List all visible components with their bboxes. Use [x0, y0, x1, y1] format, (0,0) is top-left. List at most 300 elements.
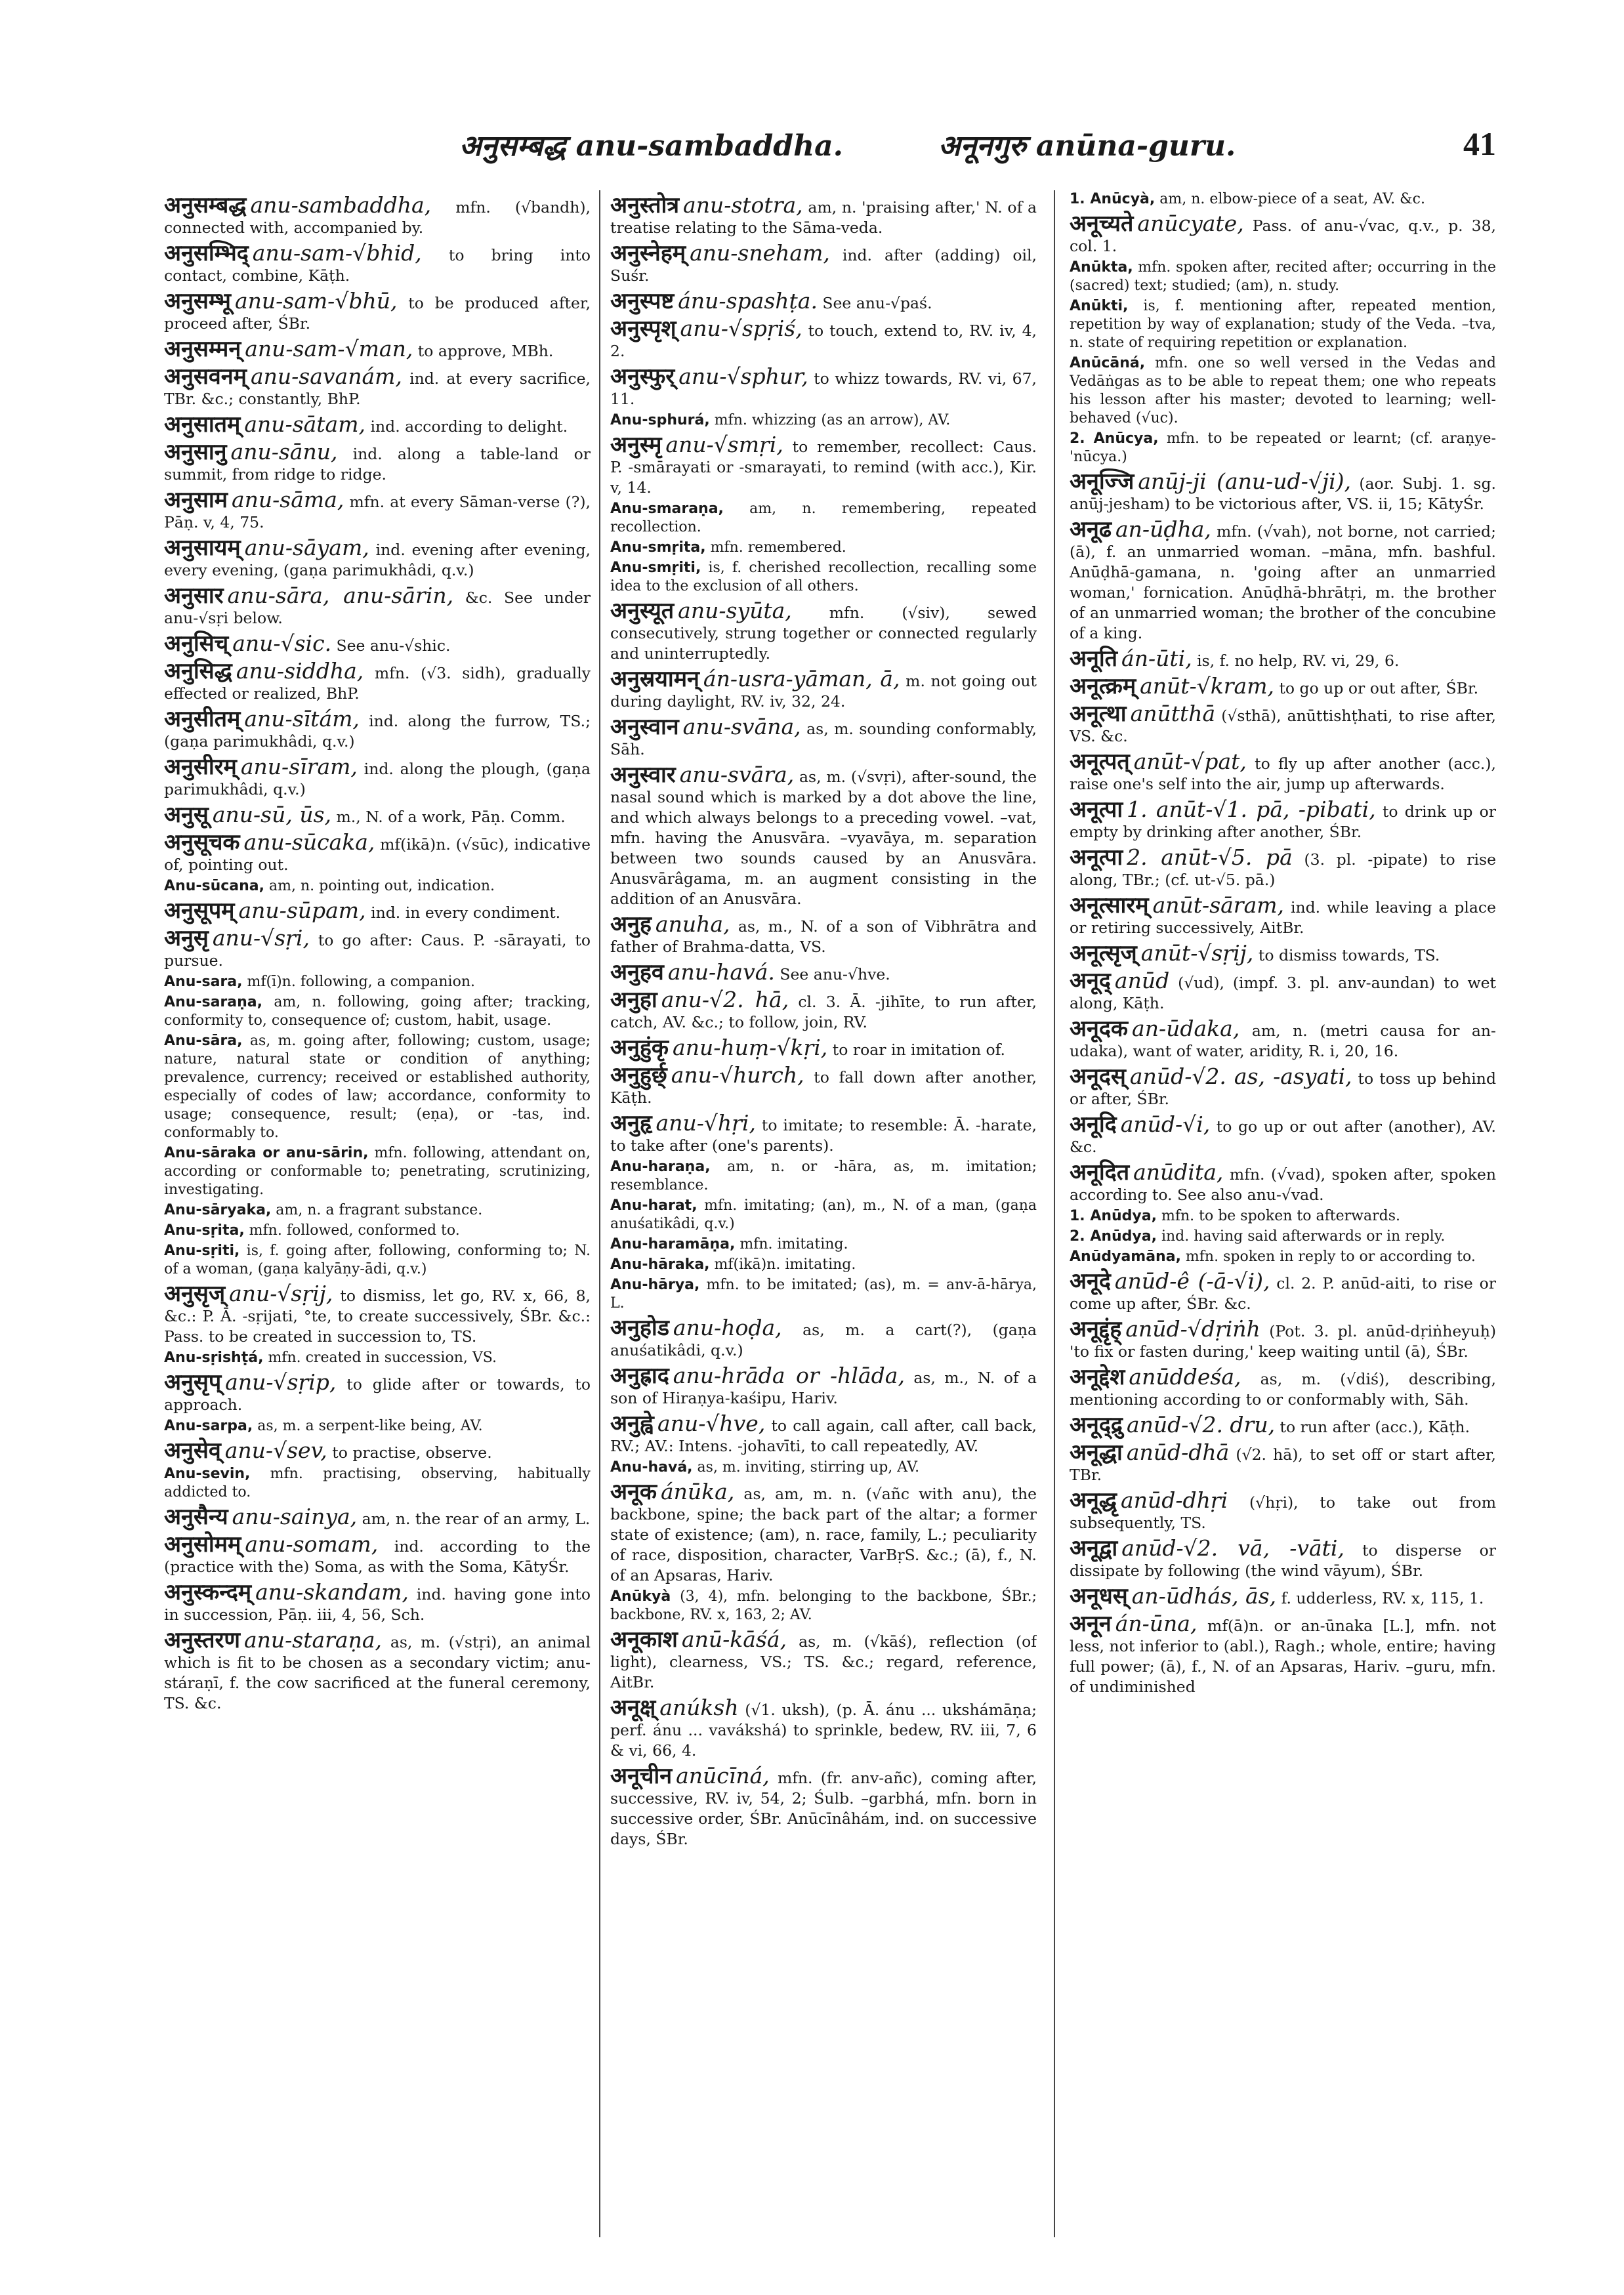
dictionary-entry	[610, 1110, 1037, 1156]
devanagari-headword: अनुह्वे	[610, 1411, 654, 1437]
definition-text: mfn. (√vad), spoken after, spoken according to. See also anu-√vad.	[1070, 1165, 1496, 1204]
dictionary-subentry	[164, 1032, 591, 1142]
dictionary-entry	[164, 1369, 591, 1415]
transliterated-headword: anu-sneham,	[690, 240, 830, 266]
definition-text: ind. according to delight.	[365, 417, 568, 436]
definition-text: cl. 2. P. anūd-aiti, to rise or come up after, ŚBr. &c.	[1070, 1274, 1496, 1313]
dictionary-entry	[610, 240, 1037, 286]
devanagari-headword: अनूत्पा	[1070, 844, 1123, 871]
definition-text: am, n. (metri causa for an-udaka), want of water, aridity, R. i, 20, 16.	[1070, 1022, 1496, 1060]
dictionary-subentry	[610, 559, 1037, 596]
transliterated-headword: 1. anūt-√1. pā, -pibati,	[1127, 796, 1376, 822]
definition-text: mf(ā)n. or an-ūnaka [L.], mfn. not less, not inferior to (abl.), Ragh.; whole, entire; having full power; (ā), f., N. of an Apsaras, Hariv. –guru, mfn. of undiminished	[1070, 1617, 1496, 1696]
devanagari-headword: अनूद्दृंह्	[1070, 1316, 1122, 1342]
dictionary-entry	[1070, 970, 1496, 1014]
dictionary-entry	[1070, 1613, 1496, 1697]
dictionary-entry	[1070, 940, 1496, 966]
devanagari-headword: अनूक्ष्	[610, 1695, 656, 1721]
devanagari-headword: अनुह	[610, 911, 652, 938]
definition-text: ind. in every condiment.	[365, 903, 561, 922]
transliterated-headword: Anu-smṛita,	[610, 539, 706, 556]
devanagari-headword: अनुसोमम्	[164, 1531, 241, 1558]
devanagari-headword: अनुहव	[610, 959, 664, 985]
transliterated-headword: anu-sūpam,	[238, 898, 366, 923]
dictionary-subentry	[1070, 1248, 1496, 1266]
definition-text: to dismiss towards, TS.	[1253, 946, 1440, 964]
dictionary-entry	[1070, 516, 1496, 644]
definition-text: (aor. Subj. 1. sg. anūj-jesham) to be victorious after, VS. ii, 15; KātyŚr.	[1070, 474, 1496, 513]
dictionary-entry	[164, 756, 591, 800]
definition-text: mf(ikā)n. (√sūc), indicative of, pointing out.	[164, 835, 591, 874]
transliterated-headword: anu-sūcaka,	[243, 829, 375, 855]
definition-text: mfn. imitating.	[735, 1236, 848, 1252]
dictionary-subentry	[1070, 354, 1496, 428]
definition-text: (3, 4), mfn. belonging to the backbone, ŚBr.; backbone, RV. x, 163, 2; AV.	[610, 1588, 1037, 1623]
definition-text: is, f. going after, following, conforming to; N. of a woman, (gaṇa kalyāṇy-ādi, q.v.)	[164, 1243, 591, 1277]
column-3	[1070, 190, 1496, 2250]
devanagari-headword: अनूदस्	[1070, 1064, 1126, 1090]
definition-text: mfn. at every Sāman-verse (?), Pāṇ. v, 4, 75.	[164, 493, 591, 531]
definition-text: to touch, extend to, RV. iv, 4, 2.	[610, 321, 1037, 360]
definition-text: mf(ī)n. following, a companion.	[242, 974, 475, 990]
dictionary-entry	[610, 600, 1037, 664]
definition-text: to toss up behind or after, ŚBr.	[1070, 1069, 1496, 1108]
transliterated-headword: Anūcāná,	[1070, 355, 1146, 371]
transliterated-headword: Anu-sūcana,	[164, 878, 264, 894]
transliterated-headword: Anu-havá,	[610, 1459, 693, 1476]
devanagari-headword: अनूत्सारम्	[1070, 892, 1149, 919]
transliterated-headword: anu-sātam,	[244, 411, 366, 437]
dictionary-entry	[610, 666, 1037, 712]
transliterated-headword: anūd-√2. as, -asyati,	[1129, 1064, 1352, 1089]
transliterated-headword: anu-stotra,	[683, 192, 803, 218]
devanagari-headword: अनुस्वान	[610, 714, 679, 740]
definition-text: ind. at every sacrifice, TBr. &c.; constantly, BhP.	[164, 369, 591, 408]
dictionary-entry	[610, 1317, 1037, 1361]
definition-text: (Pot. 3. pl. anūd-dṛiṅheyuḥ) 'to fix or fasten during,' keep waiting until (ā), ŚBr.	[1070, 1322, 1496, 1361]
dictionary-entry	[164, 1627, 591, 1714]
header-right-guideword: अनूनगुरु anūna-guru.	[938, 129, 1236, 163]
devanagari-headword: अनुस्तरण	[164, 1627, 240, 1653]
dictionary-entry	[610, 1037, 1037, 1060]
dictionary-entry	[164, 829, 591, 875]
definition-text: to fly up after another (acc.), raise one's self into the air, jump up afterwards.	[1070, 755, 1496, 793]
dictionary-entry	[1070, 1018, 1496, 1062]
definition-text: as, m. a serpent-like being, AV.	[253, 1418, 483, 1434]
devanagari-headword: अनुसीतम्	[164, 706, 241, 732]
dictionary-entry	[164, 804, 591, 827]
dictionary-entry	[1070, 1364, 1496, 1410]
transliterated-headword: Anūkti,	[1070, 298, 1129, 314]
dictionary-entry	[1070, 751, 1496, 795]
transliterated-headword: 2. anūt-√5. pā	[1127, 844, 1293, 870]
definition-text: to practise, observe.	[327, 1443, 492, 1462]
dictionary-subentry	[610, 411, 1037, 430]
definition-text: See anu-√paś.	[817, 294, 932, 312]
transliterated-headword: ánūka,	[660, 1479, 735, 1504]
dictionary-subentry	[1070, 297, 1496, 352]
transliterated-headword: anu-√sev,	[224, 1437, 327, 1463]
dictionary-entry	[610, 434, 1037, 498]
devanagari-headword: अनुस्मृ	[610, 432, 662, 458]
header-left-guideword: अनुसम्बद्ध anu-sambaddha.	[459, 129, 843, 163]
devanagari-headword: अनुसृप्	[164, 1369, 222, 1396]
definition-text: mfn. whizzing (as an arrow), AV.	[709, 412, 951, 428]
transliterated-headword: Anu-smṛiti,	[610, 560, 701, 576]
transliterated-headword: Anu-sarpa,	[164, 1418, 253, 1434]
dictionary-subentry	[164, 1349, 591, 1367]
transliterated-headword: anu-hoḍa,	[673, 1315, 782, 1340]
definition-text: to approve, MBh.	[413, 342, 554, 360]
dictionary-subentry	[164, 993, 591, 1030]
transliterated-headword: Anu-sāraka or anu-sārin,	[164, 1145, 369, 1161]
dictionary-entry	[1070, 1487, 1496, 1533]
devanagari-headword: अनूत्था	[1070, 701, 1127, 727]
devanagari-headword: अनुस्तोत्र	[610, 192, 680, 218]
transliterated-headword: anu-sainya,	[232, 1504, 358, 1529]
transliterated-headword: Anu-sāryaka,	[164, 1202, 272, 1218]
dictionary-subentry	[164, 1144, 591, 1199]
devanagari-headword: अनूचीन	[610, 1763, 673, 1789]
dictionary-entry	[1070, 796, 1496, 842]
devanagari-headword: अनुसायम्	[164, 535, 241, 561]
devanagari-headword: अनुस्रयामन्	[610, 666, 699, 692]
dictionary-subentry	[164, 1222, 591, 1240]
dictionary-subentry	[164, 1417, 591, 1436]
dictionary-entry	[164, 1437, 591, 1464]
definition-text: is, f. cherished recollection, recalling some idea to the exclusion of all others.	[610, 560, 1037, 594]
dictionary-entry	[1070, 703, 1496, 747]
devanagari-headword: अनूदित	[1070, 1159, 1130, 1186]
transliterated-headword: anūt-√kram,	[1140, 673, 1275, 699]
devanagari-headword: अनुसाम	[164, 487, 228, 513]
dictionary-entry	[610, 1365, 1037, 1409]
devanagari-headword: अनूति	[1070, 646, 1118, 672]
transliterated-headword: anūcyate,	[1137, 211, 1244, 236]
definition-text: mf(ikā)n. imitating.	[709, 1256, 856, 1273]
dictionary-subentry	[164, 1465, 591, 1502]
definition-text: to drink up or empty by drinking after another, ŚBr.	[1070, 802, 1496, 841]
transliterated-headword: anūt-√pat,	[1133, 749, 1247, 774]
dictionary-entry	[164, 439, 591, 485]
transliterated-headword: anu-sam-√bhid,	[252, 240, 422, 266]
definition-text: See anu-√hve.	[774, 965, 890, 983]
devanagari-headword: अनूद्धृ	[1070, 1487, 1117, 1514]
transliterated-headword: anūtthā	[1130, 701, 1216, 726]
dictionary-entry	[610, 1481, 1037, 1586]
transliterated-headword: anu-√sphur,	[678, 363, 808, 389]
transliterated-headword: 1. Anūcyà,	[1070, 191, 1156, 207]
definition-text: (√2. hā), to set off or start after, TBr.	[1070, 1445, 1496, 1484]
transliterated-headword: Anu-haraṇa,	[610, 1159, 711, 1175]
transliterated-headword: Anu-sara,	[164, 974, 243, 990]
devanagari-headword: अनुसैन्य	[164, 1504, 228, 1530]
definition-text: ind. evening after evening, every evening, (gaṇa parimukhâdi, q.v.)	[164, 541, 591, 579]
definition-text: is, f. no help, RV. vi, 29, 6.	[1192, 651, 1400, 670]
definition-text: (√ud), (impf. 3. pl. anv-aundan) to wet along, Kāṭh.	[1070, 974, 1496, 1012]
devanagari-headword: अनूद्	[1070, 968, 1111, 994]
dictionary-subentry	[610, 1276, 1037, 1313]
transliterated-headword: anūd-dhṛi	[1121, 1487, 1228, 1513]
definition-text: mfn. to be imitated; (as), m. = anv-ā-hārya, L.	[610, 1277, 1037, 1312]
dictionary-entry	[610, 318, 1037, 362]
transliterated-headword: anu-syūta,	[678, 598, 792, 623]
dictionary-subentry	[1070, 258, 1496, 295]
devanagari-headword: अनुसम्भू	[164, 288, 231, 314]
devanagari-headword: अनुसृज्	[164, 1281, 226, 1307]
definition-text: to go after: Caus. P. -sārayati, to pursue.	[164, 931, 591, 970]
dictionary-entry	[1070, 844, 1496, 890]
devanagari-headword: अनूज्जि	[1070, 468, 1135, 495]
devanagari-headword: अनुसूचक	[164, 829, 240, 856]
dictionary-entry	[164, 192, 591, 238]
definition-text: mfn. spoken after, recited after; occurring in the (sacred) text; studied; (am), n. study.	[1070, 259, 1496, 294]
devanagari-headword: अनुह्राद	[610, 1363, 669, 1389]
transliterated-headword: anu-svāna,	[682, 714, 801, 739]
column-divider	[1054, 190, 1055, 2237]
devanagari-headword: अनून	[1070, 1611, 1112, 1637]
transliterated-headword: án-usra-yāman, ā,	[703, 666, 900, 692]
dictionary-subentry	[1070, 190, 1496, 209]
transliterated-headword: Anu-sṛishṭá,	[164, 1350, 264, 1366]
transliterated-headword: anūddeśa,	[1129, 1364, 1241, 1390]
definition-text: to roar in imitation of.	[827, 1041, 1006, 1059]
dictionary-subentry	[1070, 1228, 1496, 1246]
definition-text: am, n. pointing out, indication.	[264, 878, 495, 894]
devanagari-headword: अनुस्फुर्	[610, 363, 675, 390]
definition-text: am, n. a fragrant substance.	[271, 1202, 483, 1218]
transliterated-headword: Anu-saraṇa,	[164, 994, 262, 1010]
devanagari-headword: अनूच्यते	[1070, 211, 1134, 237]
dictionary-subentry	[610, 1458, 1037, 1477]
transliterated-headword: anūd-dhā	[1126, 1439, 1230, 1465]
devanagari-headword: अनूत्सृज्	[1070, 940, 1137, 966]
devanagari-headword: अनुहा	[610, 987, 657, 1013]
definition-text: (√sthā), anūttishṭhati, to rise after, VS. &c.	[1070, 707, 1496, 745]
definition-text: to run after (acc.), Kāṭh.	[1275, 1418, 1470, 1436]
devanagari-headword: अनूदक	[1070, 1016, 1129, 1042]
definition-text: &c. See under anu-√sṛi below.	[164, 589, 591, 627]
dictionary-entry	[1070, 213, 1496, 257]
definition-text: am, n. 'praising after,' N. of a treatise relating to the Sāma-veda.	[610, 198, 1037, 237]
dictionary-entry	[610, 288, 1037, 314]
transliterated-headword: anūd-√2. vā, -vāti,	[1121, 1535, 1344, 1561]
transliterated-headword: an-ūdhás, ās,	[1131, 1583, 1277, 1609]
dictionary-entry	[610, 1697, 1037, 1761]
definition-text: to dismiss, let go, RV. x, 66, 8, &c.: P. Ā. -sṛijati, °te, to create successively, ŚBr. &c.: Pass. to be created in succession to, TS.	[164, 1287, 591, 1346]
devanagari-headword: अनुहोड	[610, 1315, 669, 1341]
transliterated-headword: anu-staraṇa,	[243, 1627, 383, 1653]
devanagari-headword: अनुहुंकृ	[610, 1035, 669, 1061]
transliterated-headword: án-ūti,	[1121, 646, 1192, 671]
dictionary-entry	[164, 336, 591, 362]
transliterated-headword: anu-sāma,	[231, 487, 344, 512]
devanagari-headword: अनुसिच्	[164, 631, 229, 657]
transliterated-headword: anu-√sṛi,	[212, 925, 310, 951]
definition-text: mfn. (√3. sidh), gradually effected or realized, BhP.	[164, 664, 591, 703]
devanagari-headword: अनुसार	[164, 583, 224, 609]
devanagari-headword: अनुसातम्	[164, 411, 241, 438]
dictionary-entry	[164, 537, 591, 581]
transliterated-headword: Anu-sphurá,	[610, 412, 710, 428]
column-divider	[599, 190, 600, 2237]
devanagari-headword: अनूत्क्रम्	[1070, 673, 1136, 699]
dictionary-entry	[610, 1763, 1037, 1850]
transliterated-headword: anūt-sāram,	[1152, 892, 1285, 918]
definition-text: am, n. or -hāra, as, m. imitation; resemblance.	[610, 1159, 1037, 1193]
devanagari-headword: अनुसम्मन्	[164, 336, 241, 362]
definition-text: mfn. to be spoken to afterwards.	[1156, 1208, 1400, 1224]
definition-text: ind. along the plough, (gaṇa parimukhâdi, q.v.)	[164, 760, 591, 798]
transliterated-headword: anu-somam,	[245, 1531, 379, 1557]
definition-text: to remember, recollect: Caus. P. -smārayati or -smarayati, to remind (with acc.), Kir. v, 14.	[610, 438, 1037, 497]
dictionary-entry	[1070, 1439, 1496, 1485]
definition-text: mfn. spoken in reply to or according to.	[1180, 1249, 1476, 1265]
dictionary-entry	[610, 989, 1037, 1033]
column-2	[610, 190, 1037, 2250]
definition-text: mfn. one so well versed in the Vedas and Vedāṅgas as to be able to repeat them; one who repeats his lesson after his master; devoted to learning; well-behaved (√uc).	[1070, 355, 1496, 426]
transliterated-headword: Anu-sṛita,	[164, 1222, 245, 1239]
transliterated-headword: Anu-harat,	[610, 1197, 697, 1214]
devanagari-headword: अनुसम्बद्ध	[164, 192, 247, 218]
definition-text: ind. having said afterwards or in reply.	[1156, 1228, 1446, 1245]
transliterated-headword: anu-havá.	[667, 959, 775, 985]
transliterated-headword: anu-sū, ūs,	[212, 802, 332, 827]
transliterated-headword: anu-hrāda or -hlāda,	[673, 1363, 905, 1388]
definition-text: am, n. following, going after; tracking, conformity to, consequence of; custom, habit, usage.	[164, 994, 591, 1029]
dictionary-entry	[1070, 1066, 1496, 1109]
transliterated-headword: anu-savanám,	[250, 363, 402, 389]
definition-text: mfn. imitating; (an), m., N. of a man, (gaṇa anuśatikâdi, q.v.)	[610, 1197, 1037, 1232]
definition-text: mfn. practising, observing, habitually addicted to.	[164, 1466, 591, 1500]
running-header	[164, 125, 1496, 177]
devanagari-headword: अनुसम्भिद्	[164, 240, 249, 266]
dictionary-entry	[610, 1626, 1037, 1693]
definition-text: to call again, call after, call back, RV.; AV.: Intens. -johavīti, to call repeatedly, AV.	[610, 1416, 1037, 1455]
definition-text: mfn. (√siv), sewed consecutively, strung together or connected regularly and uninterruptedly.	[610, 604, 1037, 663]
definition-text: ind. while leaving a place or retiring successively, AitBr.	[1070, 898, 1496, 937]
definition-text: as, m. going after, following; custom, usage; nature, natural state or condition of anything; prevalence, currency; received or established authority, especially of codes of law; accordance, conformity to usage; consequence, result; (eṇa), or -tas, ind. conformably to.	[164, 1033, 591, 1141]
transliterated-headword: anu-sāra, anu-sārin,	[227, 583, 454, 608]
dictionary-entry	[164, 706, 591, 752]
transliterated-headword: an-ūḍha,	[1115, 516, 1211, 542]
transliterated-headword: anúksh	[659, 1695, 739, 1720]
transliterated-headword: anu-sītám,	[244, 706, 360, 732]
definition-text: mfn. (√vah), not borne, not carried; (ā), f. an unmarried woman. –māna, mfn. bashful. Anūḍhā-gamana, n. 'going after an unmarried woman,' fornication. Anūḍhā-bhrātṛi, m. the brother of an unmarried woman; the brother of the concubine of a king.	[1070, 522, 1496, 642]
definition-text: as, m., N. of a son of Hiraṇya-kaśipu, Hariv.	[610, 1369, 1037, 1407]
transliterated-headword: anu-sīram,	[240, 754, 358, 779]
definition-text: as, m., N. of a son of Vibhrātra and father of Brahma-datta, VS.	[610, 917, 1037, 956]
definition-text: to bring into contact, combine, Kāṭh.	[164, 246, 591, 285]
definition-text: mfn. (√bandh), connected with, accompanied by.	[164, 198, 591, 237]
transliterated-headword: anu-sānu,	[230, 439, 338, 465]
transliterated-headword: Anu-sāra,	[164, 1033, 243, 1049]
devanagari-headword: अनूद्द्रु	[1070, 1412, 1123, 1438]
definition-text: to go up or out after (another), AV. &c.	[1070, 1117, 1496, 1156]
definition-text: ind. having gone into in succession, Pāṇ. iii, 4, 56, Sch.	[164, 1585, 591, 1624]
definition-text: as, m. (√svṛi), after-sound, the nasal sound which is marked by a dot above the line, and which always belongs to a preceding vowel. –vat, mfn. having the Anusvāra. –vyavāya, m. separation between two sounds caused by an Anusvāra. Anusvārâgama, m. an augment consisting in the addition of an Anusvāra.	[610, 768, 1037, 908]
definition-text: mfn. (fr. anv-añc), coming after, successive, RV. iv, 54, 2; Śulb. –garbhá, mfn. born in successive order, ŚBr. Anūcīnâhám, ind. on successive days, ŚBr.	[610, 1769, 1037, 1848]
definition-text: as, am, m. n. (√añc with anu), the backbone, spine; the back part of the altar; a former state of existence; (am), n. race, family, L.; peculiarity of race, disposition, character, VarBṛS. &c.; (ā), f., N. of an Apsaras, Hariv.	[610, 1485, 1037, 1584]
transliterated-headword: anu-√sṛip,	[225, 1369, 337, 1395]
dictionary-entry	[610, 716, 1037, 760]
transliterated-headword: 2. Anūdya,	[1070, 1228, 1157, 1245]
definition-text: cl. 3. Ā. -jihīte, to run after, catch, AV. &c.; to follow, join, RV.	[610, 993, 1037, 1031]
definition-text: to glide after or towards, to approach.	[164, 1375, 591, 1414]
transliterated-headword: anu-√2. hā,	[661, 987, 789, 1012]
devanagari-headword: अनुसू	[164, 802, 209, 828]
dictionary-entry	[610, 363, 1037, 409]
definition-text: as, m. inviting, stirring up, AV.	[692, 1459, 920, 1476]
definition-text: m. not going out during daylight, RV. iv, 32, 24.	[610, 672, 1037, 711]
definition-text: as, m. (√kāś), reflection (of light), clearness, VS.; TS. &c.; regard, reference, AitBr.	[610, 1632, 1037, 1691]
definition-text: am, n. the rear of an army, L.	[357, 1510, 591, 1528]
transliterated-headword: anūd-ê (-ā-√i),	[1114, 1268, 1270, 1294]
definition-text: to whizz towards, RV. vi, 67, 11.	[610, 369, 1037, 408]
devanagari-headword: अनुसूपम्	[164, 898, 235, 924]
dictionary-entry	[610, 1413, 1037, 1457]
devanagari-headword: अनुसानु	[164, 439, 227, 465]
dictionary-entry	[1070, 673, 1496, 699]
devanagari-headword: अनुस्पृश्	[610, 316, 677, 342]
devanagari-headword: अनुसेव्	[164, 1437, 221, 1464]
definition-text: Pass. of anu-√vac, q.v., p. 38, col. 1.	[1070, 217, 1496, 255]
transliterated-headword: anūd-√dṛiṅh	[1125, 1316, 1260, 1342]
devanagari-headword: अनुहृ	[610, 1110, 652, 1136]
transliterated-headword: 2. Anūcya,	[1070, 430, 1159, 447]
dictionary-entry	[164, 240, 591, 286]
devanagari-headword: अनुस्पष्ट	[610, 288, 675, 314]
transliterated-headword: anūt-√sṛij,	[1140, 940, 1254, 966]
transliterated-headword: anu-sambaddha,	[250, 192, 432, 218]
transliterated-headword: anūd	[1114, 968, 1170, 993]
dictionary-subentry	[164, 1242, 591, 1279]
devanagari-headword: अनुसीरम्	[164, 754, 237, 780]
definition-text: to go up or out after, ŚBr.	[1274, 679, 1479, 697]
transliterated-headword: anūj-ji (anu-ud-√ji),	[1138, 468, 1351, 494]
dictionary-entry	[1070, 1535, 1496, 1581]
dictionary-subentry	[610, 1197, 1037, 1233]
dictionary-entry	[164, 925, 591, 971]
dictionary-entry	[1070, 1316, 1496, 1362]
dictionary-subentry	[610, 539, 1037, 557]
dictionary-entry	[164, 633, 591, 656]
dictionary-entry	[164, 363, 591, 409]
dictionary-subentry	[610, 500, 1037, 537]
devanagari-headword: अनूधस्	[1070, 1583, 1128, 1609]
transliterated-headword: ánu-spashṭa.	[678, 288, 818, 314]
dictionary-subentry	[164, 973, 591, 991]
transliterated-headword: an-ūdaka,	[1132, 1016, 1240, 1041]
definition-text: mfn. to be repeated or learnt; (cf. araṇye-'nūcya.)	[1070, 430, 1496, 465]
definition-text: as, m. (√diś), describing, mentioning according to or conformably with, Sāh.	[1070, 1370, 1496, 1409]
devanagari-headword: अनूद्देश	[1070, 1364, 1125, 1390]
definition-text: mfn. remembered.	[705, 539, 846, 556]
definition-text: mfn. created in succession, VS.	[263, 1350, 497, 1366]
dictionary-entry	[164, 900, 591, 923]
definition-text: to disperse or dissipate by following (the wind vāyum), ŚBr.	[1070, 1541, 1496, 1580]
definition-text: to fall down after another, Kāṭh.	[610, 1068, 1037, 1107]
transliterated-headword: Anu-sṛiti,	[164, 1243, 240, 1259]
dictionary-entry	[1070, 648, 1496, 671]
devanagari-headword: अनुसिद्ध	[164, 658, 232, 684]
dictionary-subentry	[610, 1256, 1037, 1274]
definition-text: ind. according to the (practice with the) Soma, as with the Soma, KātyŚr.	[164, 1537, 591, 1576]
dictionary-entry	[610, 764, 1037, 909]
devanagari-headword: अनूकाश	[610, 1626, 678, 1653]
transliterated-headword: anu-√smṛi,	[665, 432, 783, 457]
definition-text: as, m. (√stṛi), an animal which is fit to be chosen as a secondary victim; anu-stáraṇī, f. the cow sacrificed at the funeral ceremony, TS. &c.	[164, 1633, 591, 1712]
